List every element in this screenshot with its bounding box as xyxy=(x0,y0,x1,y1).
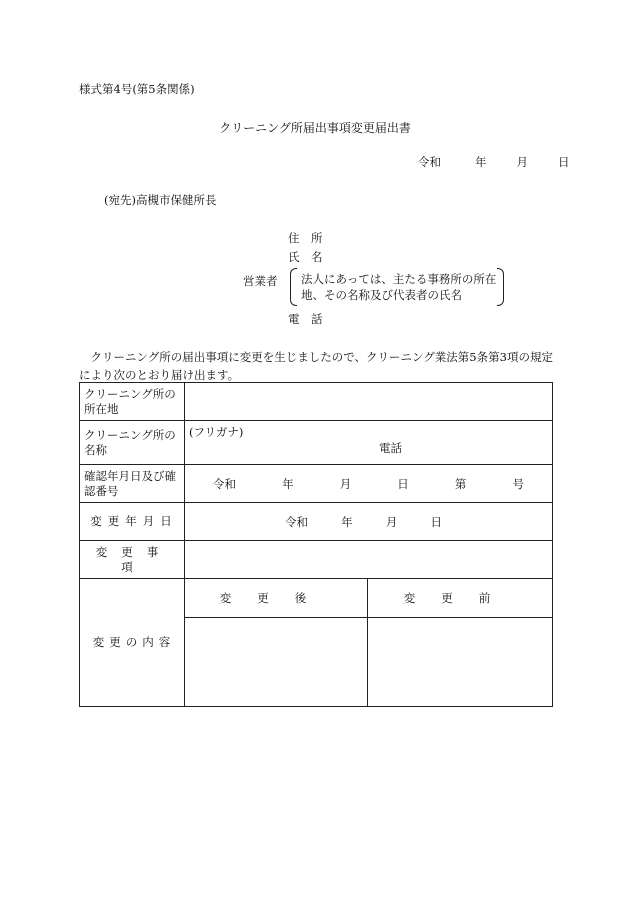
name-phone-label: 電話 xyxy=(379,441,402,455)
change-date-month: 月 xyxy=(385,514,398,529)
corporate-note-line2: 地、その名称及び代表者の氏名 xyxy=(301,288,462,302)
applicant-name-label: 氏 名 xyxy=(288,250,323,264)
after-header: 変更後 xyxy=(185,579,368,618)
corporate-note-bracket xyxy=(290,268,504,306)
form-number: 様式第4号(第5条関係) xyxy=(79,82,195,96)
confirm-month: 月 xyxy=(339,476,352,491)
confirm-label: 確認年月日及び確認番号 xyxy=(80,465,185,503)
date-era: 令和 xyxy=(418,155,441,169)
change-date-day: 日 xyxy=(430,514,442,529)
confirm-number-prefix: 第 xyxy=(454,476,467,491)
change-item-label: 変更事項 xyxy=(80,541,185,579)
name-field[interactable] xyxy=(185,421,553,465)
date-day: 日 xyxy=(558,155,570,169)
name-row xyxy=(80,421,553,465)
confirm-number-suffix: 号 xyxy=(512,476,524,491)
location-label: クリーニング所の所在地 xyxy=(80,383,185,421)
document-title: クリーニング所届出事項変更届出書 xyxy=(219,121,411,135)
applicant-address-label: 住 所 xyxy=(288,231,323,245)
confirm-era: 令和 xyxy=(213,476,236,491)
confirm-year: 年 xyxy=(282,476,294,491)
intro-text: クリーニング所の届出事項に変更を生じましたので、クリーニング業法第5条第3項の規定により次のとおり届け出ます。 xyxy=(79,350,553,382)
change-item-field[interactable] xyxy=(185,541,553,579)
date-month: 月 xyxy=(516,155,528,169)
change-date-label: 変更年月日 xyxy=(80,503,185,541)
change-date-row xyxy=(80,503,553,541)
business-operator-label: 営業者 xyxy=(243,274,278,288)
confirm-row xyxy=(80,465,553,503)
change-date-era: 令和 xyxy=(285,514,308,529)
furigana-label: (フリガナ) xyxy=(189,425,244,439)
confirm-field[interactable] xyxy=(185,465,553,503)
addressee: (宛先)高槻市保健所長 xyxy=(104,193,217,207)
submission-date xyxy=(418,155,570,169)
after-content-field[interactable] xyxy=(185,618,368,707)
change-details-table xyxy=(79,382,553,707)
name-label: クリーニング所の名称 xyxy=(80,421,185,465)
corporate-note-line1: 法人にあっては、主たる事務所の所在 xyxy=(301,272,497,286)
change-item-row xyxy=(80,541,553,579)
change-content-label: 変更の内容 xyxy=(80,579,185,707)
change-date-year: 年 xyxy=(341,514,353,529)
change-content-header-row xyxy=(80,579,553,618)
change-date-field[interactable] xyxy=(185,503,553,541)
before-header: 変更前 xyxy=(368,579,553,618)
confirm-day: 日 xyxy=(397,476,409,491)
date-year: 年 xyxy=(475,155,487,169)
applicant-phone-label: 電 話 xyxy=(288,312,323,326)
before-content-field[interactable] xyxy=(368,618,553,707)
location-row xyxy=(80,383,553,421)
location-field[interactable] xyxy=(185,383,553,421)
